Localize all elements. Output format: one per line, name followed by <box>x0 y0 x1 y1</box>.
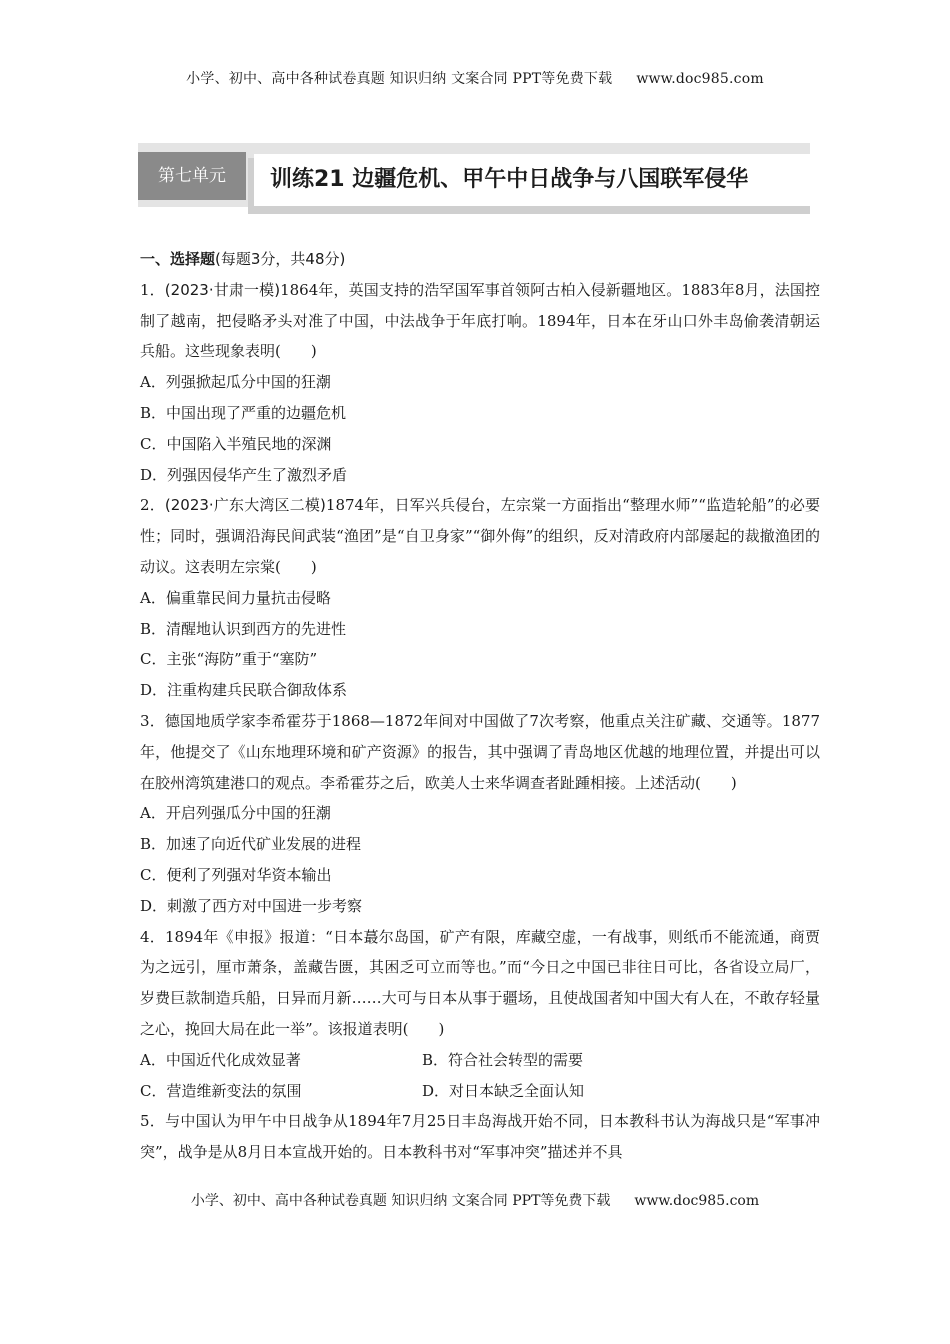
question-number: 1． <box>140 280 165 299</box>
question-number: 4． <box>140 927 165 946</box>
option: C．便利了列强对华资本输出 <box>140 865 332 884</box>
exam-content <box>140 244 820 1168</box>
option: B．加速了向近代矿业发展的进程 <box>140 835 362 854</box>
option-row <box>140 1076 820 1107</box>
option: C．主张“海防”重于“塞防” <box>140 650 318 669</box>
option: C．中国陷入半殖民地的深渊 <box>140 434 332 453</box>
unit-banner <box>138 143 810 213</box>
option: D．对日本缺乏全面认知 <box>422 1081 585 1100</box>
question-text: 1874年，日军兴兵侵台，左宗棠一方面指出“整理水师”“监造轮船”的必要性；同时，强调沿海民间武装“渔团”是“自卫身家”“御外侮”的组织，反对清政府内部屡起的裁撤渔团的动议。这表明左宗棠( ) <box>140 496 821 576</box>
page-title: 训练21 边疆危机、甲午中日战争与八国联军侵华 <box>270 167 749 192</box>
question-text: 德国地质学家李希霍芬于1868—1872年间对中国做了7次考察，他重点关注矿藏、交通等。1877年，他提交了《山东地理环境和矿产资源》的报告，其中强调了青岛地区优越的地理位置，并提出可以在胶州湾筑建港口的观点。李希霍芬之后，欧美人士来华调查者趾踵相接。上述活动( ) <box>140 711 820 792</box>
option: B．清醒地认识到西方的先进性 <box>140 619 347 638</box>
option: B．符合社会转型的需要 <box>422 1050 584 1069</box>
footer-url[interactable]: www.doc985.com <box>634 1193 760 1209</box>
unit-label: 第七单元 <box>138 152 246 200</box>
section-name: 一、选择题 <box>140 250 216 268</box>
question-number: 5． <box>140 1112 166 1131</box>
header-text: 小学、初中、高中各种试卷真题 知识归纳 文案合同 PPT等免费下载 <box>186 71 613 87</box>
section-heading <box>140 244 820 275</box>
option: D．刺激了西方对中国进一步考察 <box>140 896 363 915</box>
question-text: 与中国认为甲午中日战争从1894年7月25日丰岛海战开始不同，日本教科书认为海战只是“军事冲突”，战争是从8月日本宣战开始的。日本教科书对“军事冲突”描述并不具 <box>140 1112 820 1162</box>
question-stem <box>140 922 820 1045</box>
question-source: (2023·甘肃一模) <box>164 280 281 299</box>
footer-text: 小学、初中、高中各种试卷真题 知识归纳 文案合同 PPT等免费下载 <box>190 1193 611 1209</box>
page-header <box>0 68 950 88</box>
option: A．中国近代化成效显著 <box>140 1050 301 1069</box>
option: C．营造维新变法的氛围 <box>140 1081 302 1100</box>
page-footer <box>0 1190 950 1210</box>
question-stem <box>140 275 820 367</box>
option: D．注重构建兵民联合御敌体系 <box>140 681 348 700</box>
question-stem <box>140 490 820 582</box>
question-text: 1864年，英国支持的浩罕国军事首领阿古柏入侵新疆地区。1883年8月，法国控制了越南，把侵略矛头对准了中国，中法战争于年底打响。1894年，日本在牙山口外丰岛偷袭清朝运兵船。这些现象表明( ) <box>140 280 820 361</box>
question-text: 1894年《申报》报道：“日本蕞尔岛国，矿产有限，库藏空虚，一有战事，则纸币不能流通，商贾为之远引，厘市萧条，盖藏告匮，其困乏可立而等也。”而“今日之中国已非往日可比，各省设立局厂，岁费巨款制造兵船，日异而月新……大可与日本从事于疆场，且使战国者知中国大有人在，不敢存轻量之心，挽回大局在此一举”。该报道表明( ) <box>140 927 820 1038</box>
question-stem <box>140 706 820 798</box>
question-source: (2023·广东大湾区二模) <box>164 496 326 515</box>
question-number: 2． <box>140 496 165 515</box>
option-row <box>140 1045 820 1076</box>
header-url[interactable]: www.doc985.com <box>636 71 764 87</box>
option: A．列强掀起瓜分中国的狂潮 <box>140 373 331 392</box>
option: B．中国出现了严重的边疆危机 <box>140 403 347 422</box>
question-number: 3． <box>140 711 165 730</box>
option: D．列强因侵华产生了激烈矛盾 <box>140 465 348 484</box>
question-stem <box>140 1106 820 1168</box>
section-note: (每题3分，共48分) <box>215 250 346 268</box>
option: A．开启列强瓜分中国的狂潮 <box>140 804 331 823</box>
option: A．偏重靠民间力量抗击侵略 <box>140 588 331 607</box>
